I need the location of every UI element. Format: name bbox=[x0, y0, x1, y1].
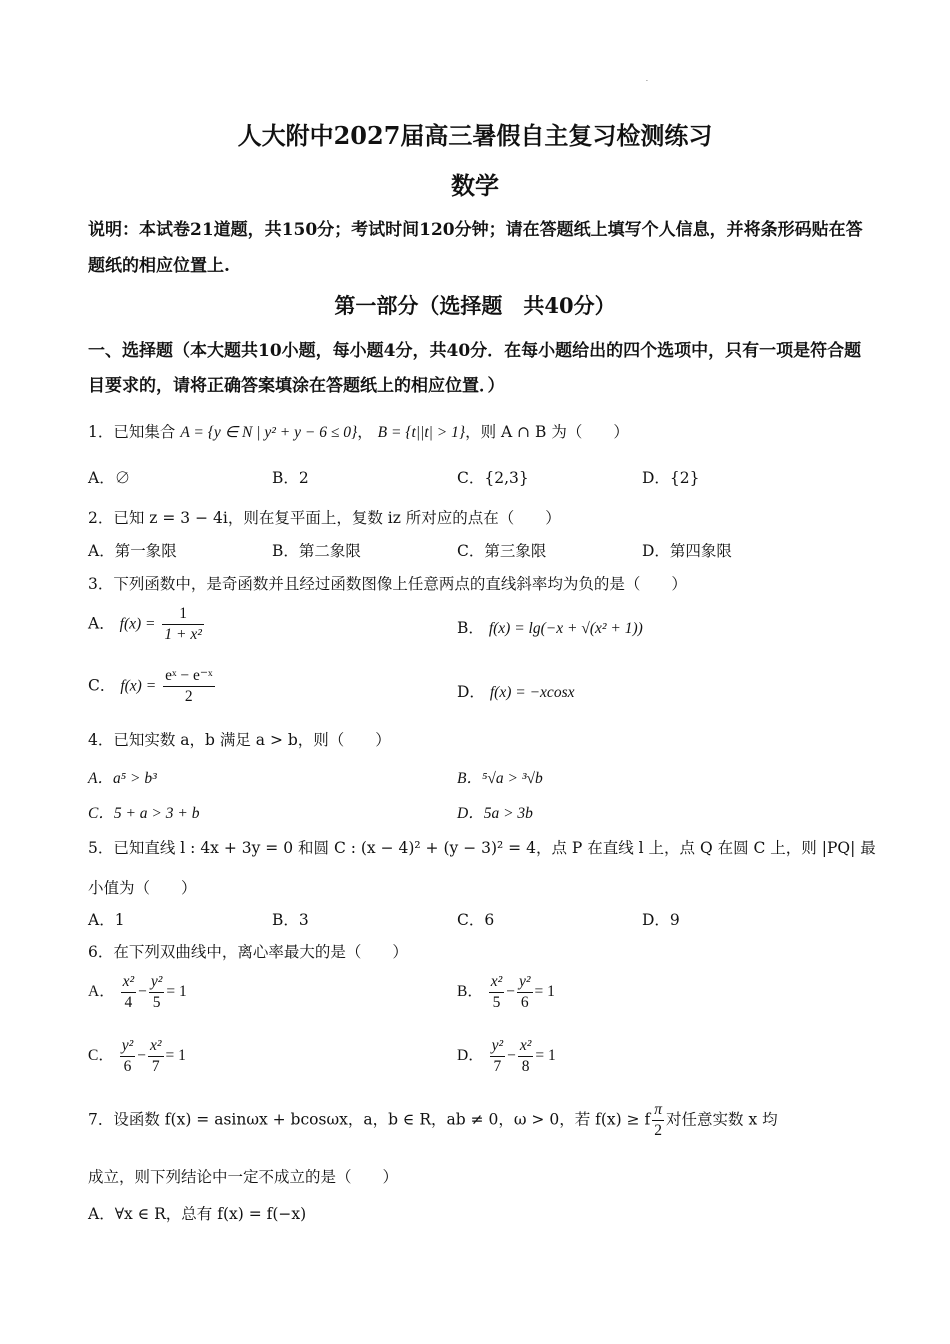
instructions-note: 说明：本试卷21道题，共150分；考试时间120分钟；请在答题纸上填写个人信息，并将条形码贴在答题纸的相应位置上. bbox=[88, 220, 863, 276]
fraction bbox=[163, 666, 214, 707]
minus-sign: − bbox=[137, 1047, 146, 1065]
minus-sign: − bbox=[506, 983, 515, 1001]
q4-option-d: D．5a > 3b bbox=[457, 805, 533, 822]
question-text: 7．设函数 f(x) = asinωx + bcosωx，a，b ∈ R，ab ≠ 0，ω > 0，若 f(x) ≥ f bbox=[88, 1110, 651, 1129]
denominator: 6 bbox=[520, 994, 529, 1011]
equation-rhs: = 1 bbox=[165, 1047, 186, 1065]
question-5-line-1: 5．已知直线 l : 4x + 3y = 0 和圆 C : (x − 4)² + (y − 3)² = 4，点 P 在直线 l 上，点 Q 在圆 C 上，则 |PQ| 最 bbox=[88, 839, 876, 857]
equation-rhs: = 1 bbox=[534, 983, 555, 1001]
option-label: D． bbox=[457, 683, 485, 701]
question-number: 1． bbox=[88, 423, 114, 441]
option-label: A． bbox=[88, 983, 115, 1001]
fraction bbox=[149, 972, 165, 1013]
function-expression: f(x) = lg(−x + √(x² + 1)) bbox=[488, 620, 643, 637]
q2-option-a: A．第一象限 bbox=[88, 542, 177, 560]
question-4: 4．已知实数 a，b 满足 a > b，则（ ） bbox=[88, 731, 391, 749]
q3-option-b bbox=[457, 616, 643, 638]
exam-title: 人大附中2027届高三暑假自主复习检测练习 bbox=[237, 121, 713, 150]
q5-option-c: C．6 bbox=[457, 911, 495, 929]
denominator: 2 bbox=[184, 688, 193, 705]
fraction bbox=[120, 1036, 136, 1077]
q2-option-d: D．第四象限 bbox=[642, 542, 732, 560]
denominator: 8 bbox=[521, 1058, 530, 1075]
fraction bbox=[162, 604, 204, 645]
fraction bbox=[148, 1036, 164, 1077]
denominator: 4 bbox=[124, 994, 133, 1011]
q1-option-c: C．{2,3} bbox=[457, 469, 529, 487]
question-7-line-2: 成立，则下列结论中一定不成立的是（ ） bbox=[88, 1168, 399, 1186]
option-label: D． bbox=[457, 1047, 484, 1065]
fraction bbox=[489, 972, 505, 1013]
fraction bbox=[517, 972, 533, 1013]
section-heading: 一、选择题（本大题共10小题，每小题4分，共40分．在每小题给出的四个选项中，只有一项是符合题目要求的，请将正确答案填涂在答题纸上的相应位置．） bbox=[88, 341, 862, 396]
question-text: 已知集合 bbox=[113, 423, 176, 441]
denominator: 5 bbox=[152, 994, 161, 1011]
numerator: x² bbox=[489, 972, 505, 993]
q6-option-a bbox=[88, 972, 187, 1013]
option-label: A． bbox=[88, 614, 115, 633]
denominator: 2 bbox=[654, 1122, 663, 1139]
equation-rhs: = 1 bbox=[166, 983, 187, 1001]
q6-option-b bbox=[457, 972, 555, 1013]
minus-sign: − bbox=[138, 983, 147, 1001]
q5-option-b: B．3 bbox=[272, 911, 309, 929]
denominator: 7 bbox=[151, 1058, 160, 1075]
option-label: B． bbox=[457, 619, 484, 637]
function-expression: f(x) = −xcosx bbox=[489, 684, 575, 701]
fraction bbox=[121, 972, 137, 1013]
scan-dot: · bbox=[646, 78, 648, 85]
q3-option-d bbox=[457, 680, 574, 702]
question-1 bbox=[88, 420, 629, 442]
q2-option-c: C．第三象限 bbox=[457, 542, 547, 560]
q4-option-b: B．⁵√a > ³√b bbox=[457, 770, 543, 787]
option-label: C． bbox=[88, 1047, 114, 1065]
q6-option-d bbox=[457, 1036, 556, 1077]
q3-option-c bbox=[88, 666, 217, 707]
denominator: 7 bbox=[493, 1058, 502, 1075]
part-heading: 第一部分（选择题 共40分） bbox=[334, 293, 616, 318]
function-lhs: f(x) = bbox=[119, 615, 156, 633]
separator: ， bbox=[357, 423, 373, 441]
fraction bbox=[490, 1036, 506, 1077]
q1-option-d: D．{2} bbox=[642, 469, 700, 487]
option-label: B． bbox=[457, 983, 483, 1001]
q1-option-b: B．2 bbox=[272, 469, 309, 487]
numerator: y² bbox=[149, 972, 165, 993]
q5-option-a: A．1 bbox=[88, 911, 125, 929]
q4-option-a: A．a⁵ > b³ bbox=[88, 770, 157, 787]
numerator: 1 bbox=[162, 604, 204, 625]
denominator: 1 + x² bbox=[164, 626, 202, 643]
numerator: y² bbox=[120, 1036, 136, 1057]
denominator: 6 bbox=[123, 1058, 132, 1075]
set-a-expression: A = {y ∈ N | y² + y − 6 ≤ 0} bbox=[180, 424, 358, 441]
option-label: C． bbox=[88, 676, 116, 695]
equation-rhs: = 1 bbox=[535, 1047, 556, 1065]
numerator: x² bbox=[518, 1036, 534, 1057]
question-text-end: ，则 A ∩ B 为（ ） bbox=[465, 423, 629, 441]
denominator: 5 bbox=[492, 994, 501, 1011]
question-5-line-2: 小值为（ ） bbox=[88, 879, 197, 897]
q4-option-c: C．5 + a > 3 + b bbox=[88, 805, 200, 822]
fraction bbox=[518, 1036, 534, 1077]
numerator: x² bbox=[121, 972, 137, 993]
set-b-expression: B = {t||t| > 1} bbox=[377, 424, 466, 441]
function-lhs: f(x) = bbox=[120, 677, 157, 695]
numerator: y² bbox=[517, 972, 533, 993]
q7-option-a: A．∀x ∈ R，总有 f(x) = f(−x) bbox=[88, 1205, 307, 1223]
q3-option-a bbox=[88, 604, 206, 645]
question-2: 2．已知 z = 3 − 4i，则在复平面上，复数 iz 所对应的点在（ ） bbox=[88, 509, 561, 527]
question-6: 6．在下列双曲线中，离心率最大的是（ ） bbox=[88, 943, 408, 961]
q2-option-b: B．第二象限 bbox=[272, 542, 361, 560]
q1-option-a: A．∅ bbox=[88, 469, 131, 487]
q5-option-d: D．9 bbox=[642, 911, 680, 929]
numerator: eˣ − e⁻ˣ bbox=[163, 666, 214, 687]
question-text-end: 对任意实数 x 均 bbox=[666, 1110, 778, 1129]
q6-option-c bbox=[88, 1036, 186, 1077]
subject-heading: 数学 bbox=[451, 171, 499, 200]
minus-sign: − bbox=[507, 1047, 516, 1065]
fraction bbox=[652, 1100, 664, 1141]
question-7-line-1 bbox=[88, 1100, 778, 1141]
question-3: 3．下列函数中，是奇函数并且经过函数图像上任意两点的直线斜率均为负的是（ ） bbox=[88, 575, 687, 593]
numerator: x² bbox=[148, 1036, 164, 1057]
numerator: π bbox=[652, 1100, 664, 1121]
numerator: y² bbox=[490, 1036, 506, 1057]
